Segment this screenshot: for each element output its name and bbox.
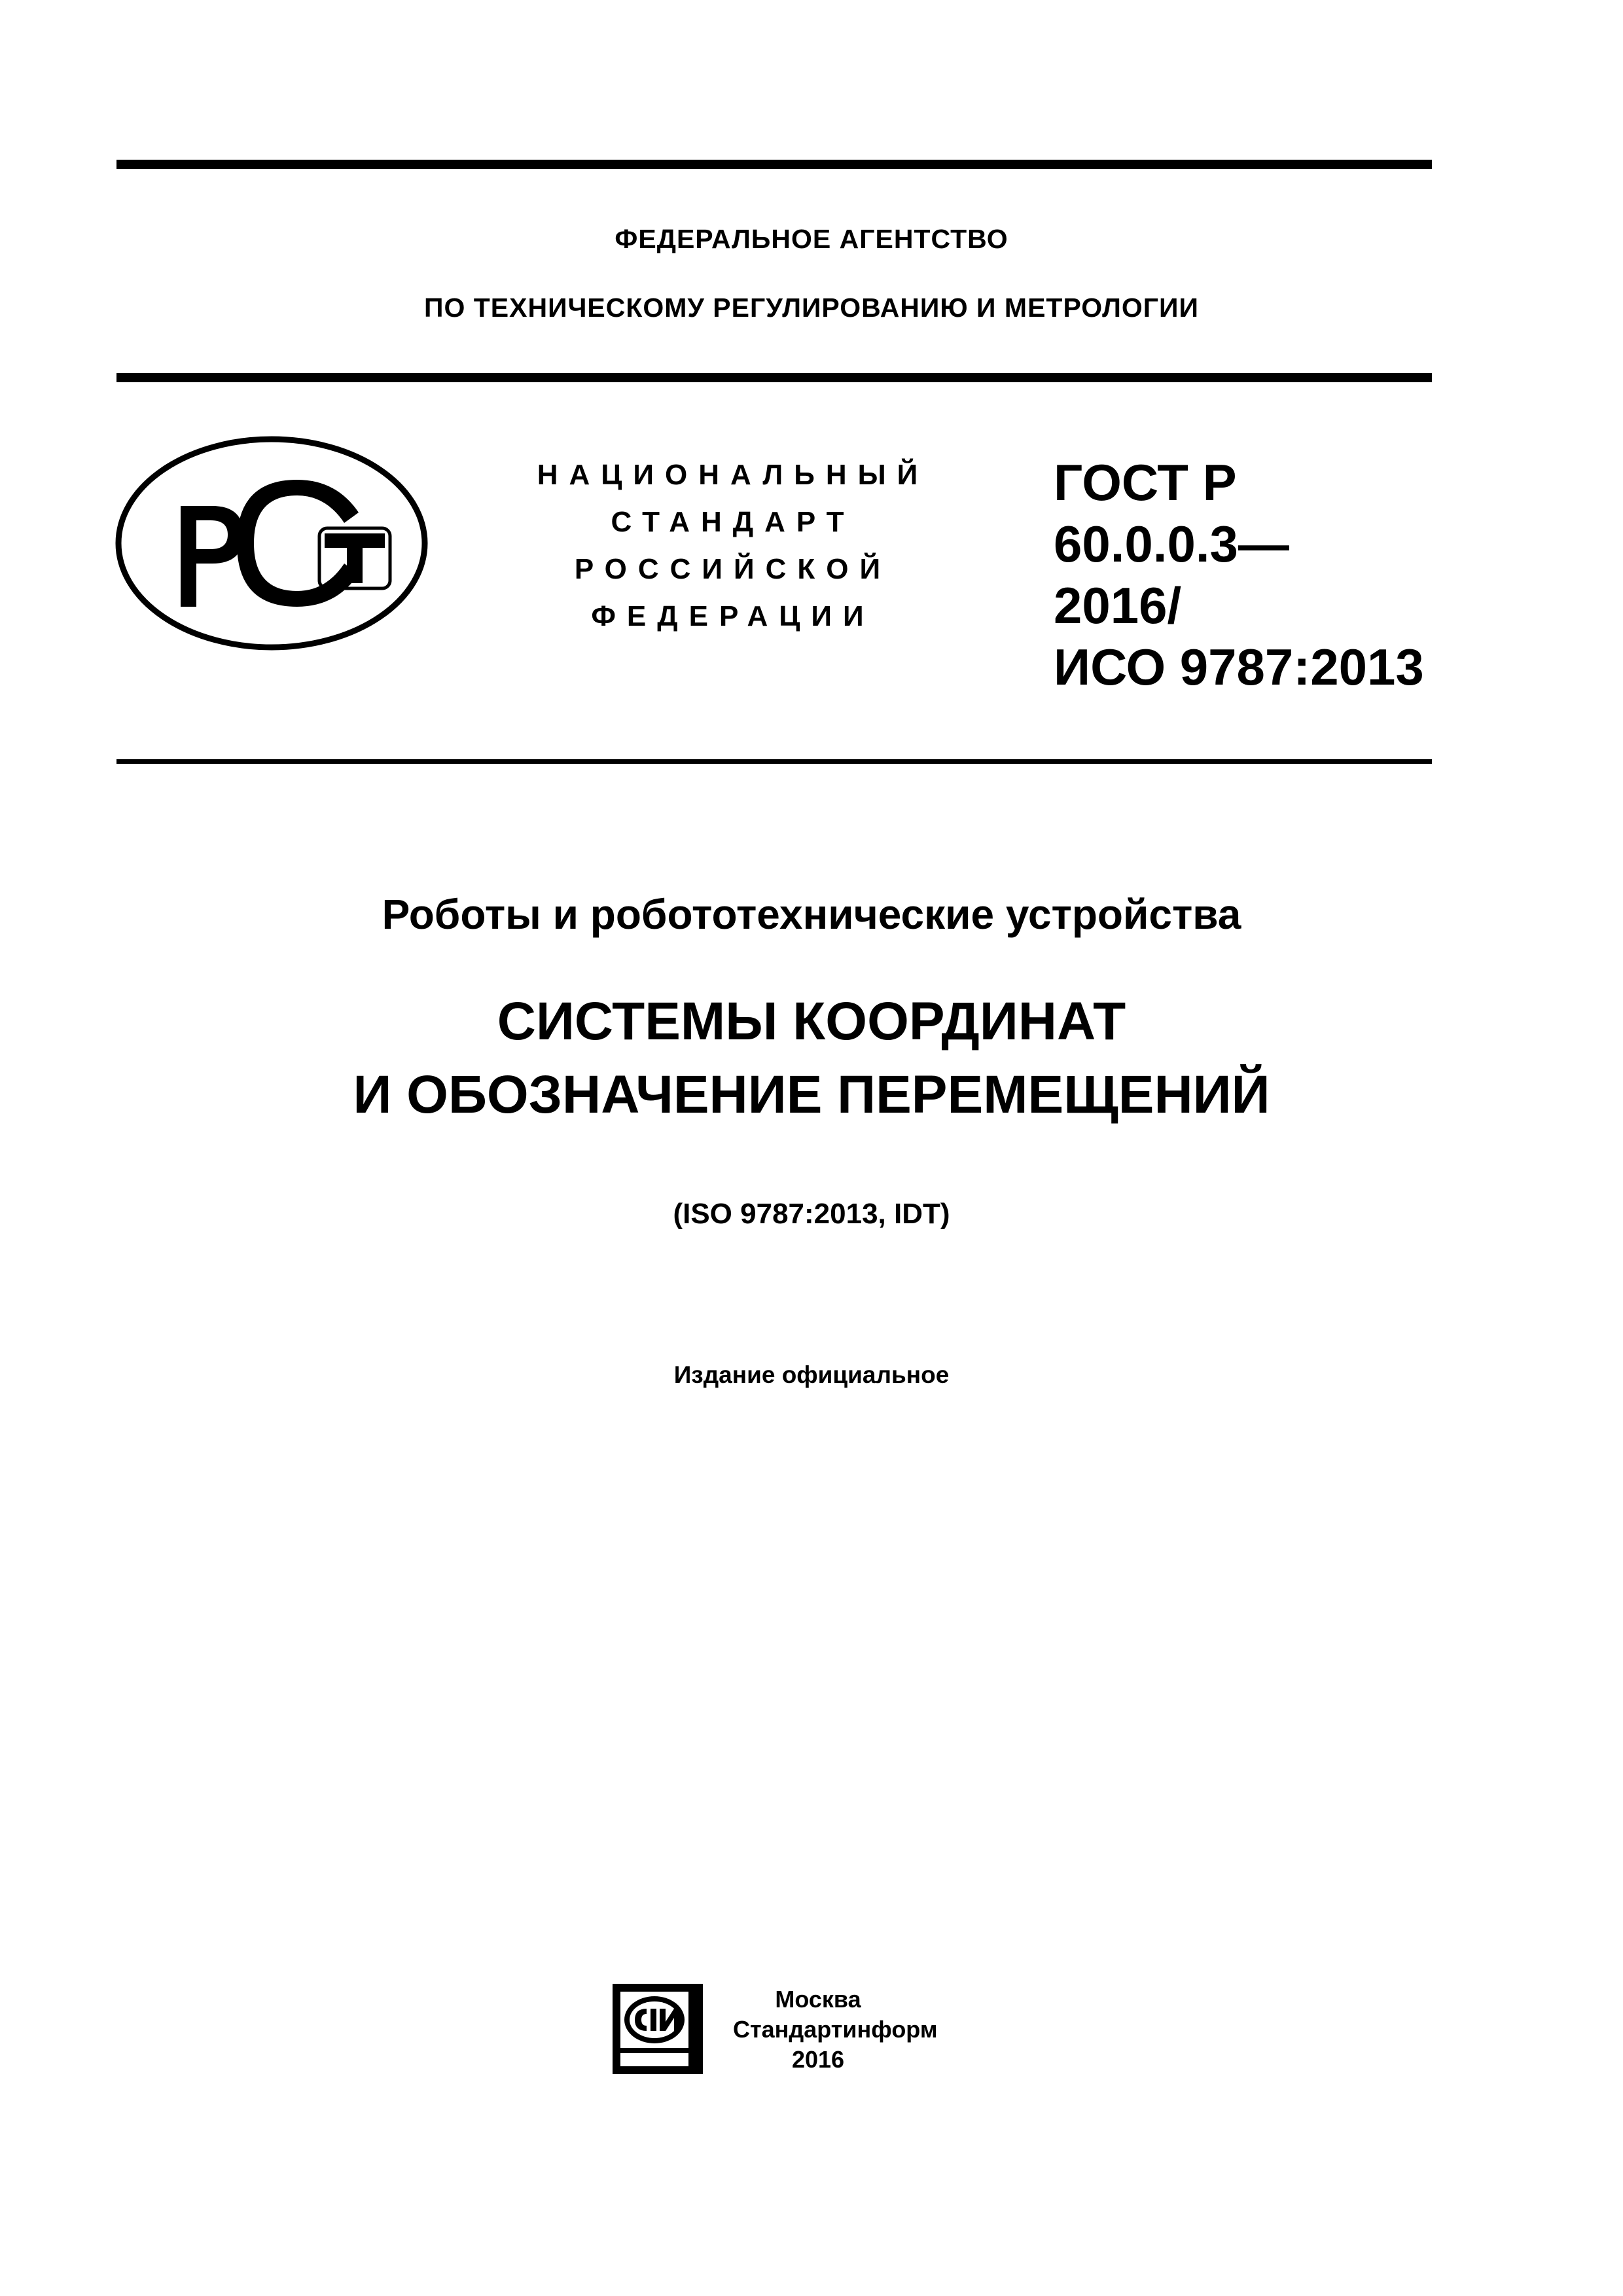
publisher-city: Москва	[775, 1986, 861, 2013]
designation-line: 60.0.0.3—	[1054, 515, 1289, 573]
designation-line: ИСО 9787:2013	[1054, 638, 1424, 696]
designation-line: 2016/	[1054, 577, 1182, 634]
iso-reference: (ISO 9787:2013, IDT)	[673, 1198, 950, 1230]
national-standard-line: ФЕДЕРАЦИИ	[591, 600, 875, 632]
designation-line: ГОСТ Р	[1054, 454, 1237, 511]
publisher-name: Стандартинформ	[733, 2016, 938, 2043]
document-title-line-2: И ОБОЗНАЧЕНИЕ ПЕРЕМЕЩЕНИЙ	[353, 1065, 1270, 1124]
national-standard-label	[524, 452, 942, 640]
standard-designation	[1054, 452, 1424, 698]
agency-name-line-2: ПО ТЕХНИЧЕСКОМУ РЕГУЛИРОВАНИЮ И МЕТРОЛОГИИ	[424, 293, 1199, 323]
national-standard-line: СТАНДАРТ	[611, 506, 855, 538]
top-divider	[116, 160, 1432, 169]
publication-year: 2016	[791, 2046, 845, 2073]
header-divider	[116, 373, 1432, 382]
document-subtitle: Роботы и робототехнические устройства	[382, 891, 1241, 938]
document-title	[0, 985, 1623, 1132]
standartinform-logo-icon	[609, 1980, 707, 2078]
title-divider	[116, 759, 1432, 764]
publisher-block	[733, 1984, 938, 2075]
edition-note: Издание официальное	[673, 1361, 950, 1388]
rst-certification-mark-icon	[115, 435, 428, 651]
national-standard-line: НАЦИОНАЛЬНЫЙ	[537, 459, 929, 491]
agency-name-line-1: ФЕДЕРАЛЬНОЕ АГЕНТСТВО	[615, 224, 1008, 254]
document-title-line-1: СИСТЕМЫ КООРДИНАТ	[497, 992, 1126, 1051]
national-standard-line: РОССИЙСКОЙ	[574, 553, 892, 585]
